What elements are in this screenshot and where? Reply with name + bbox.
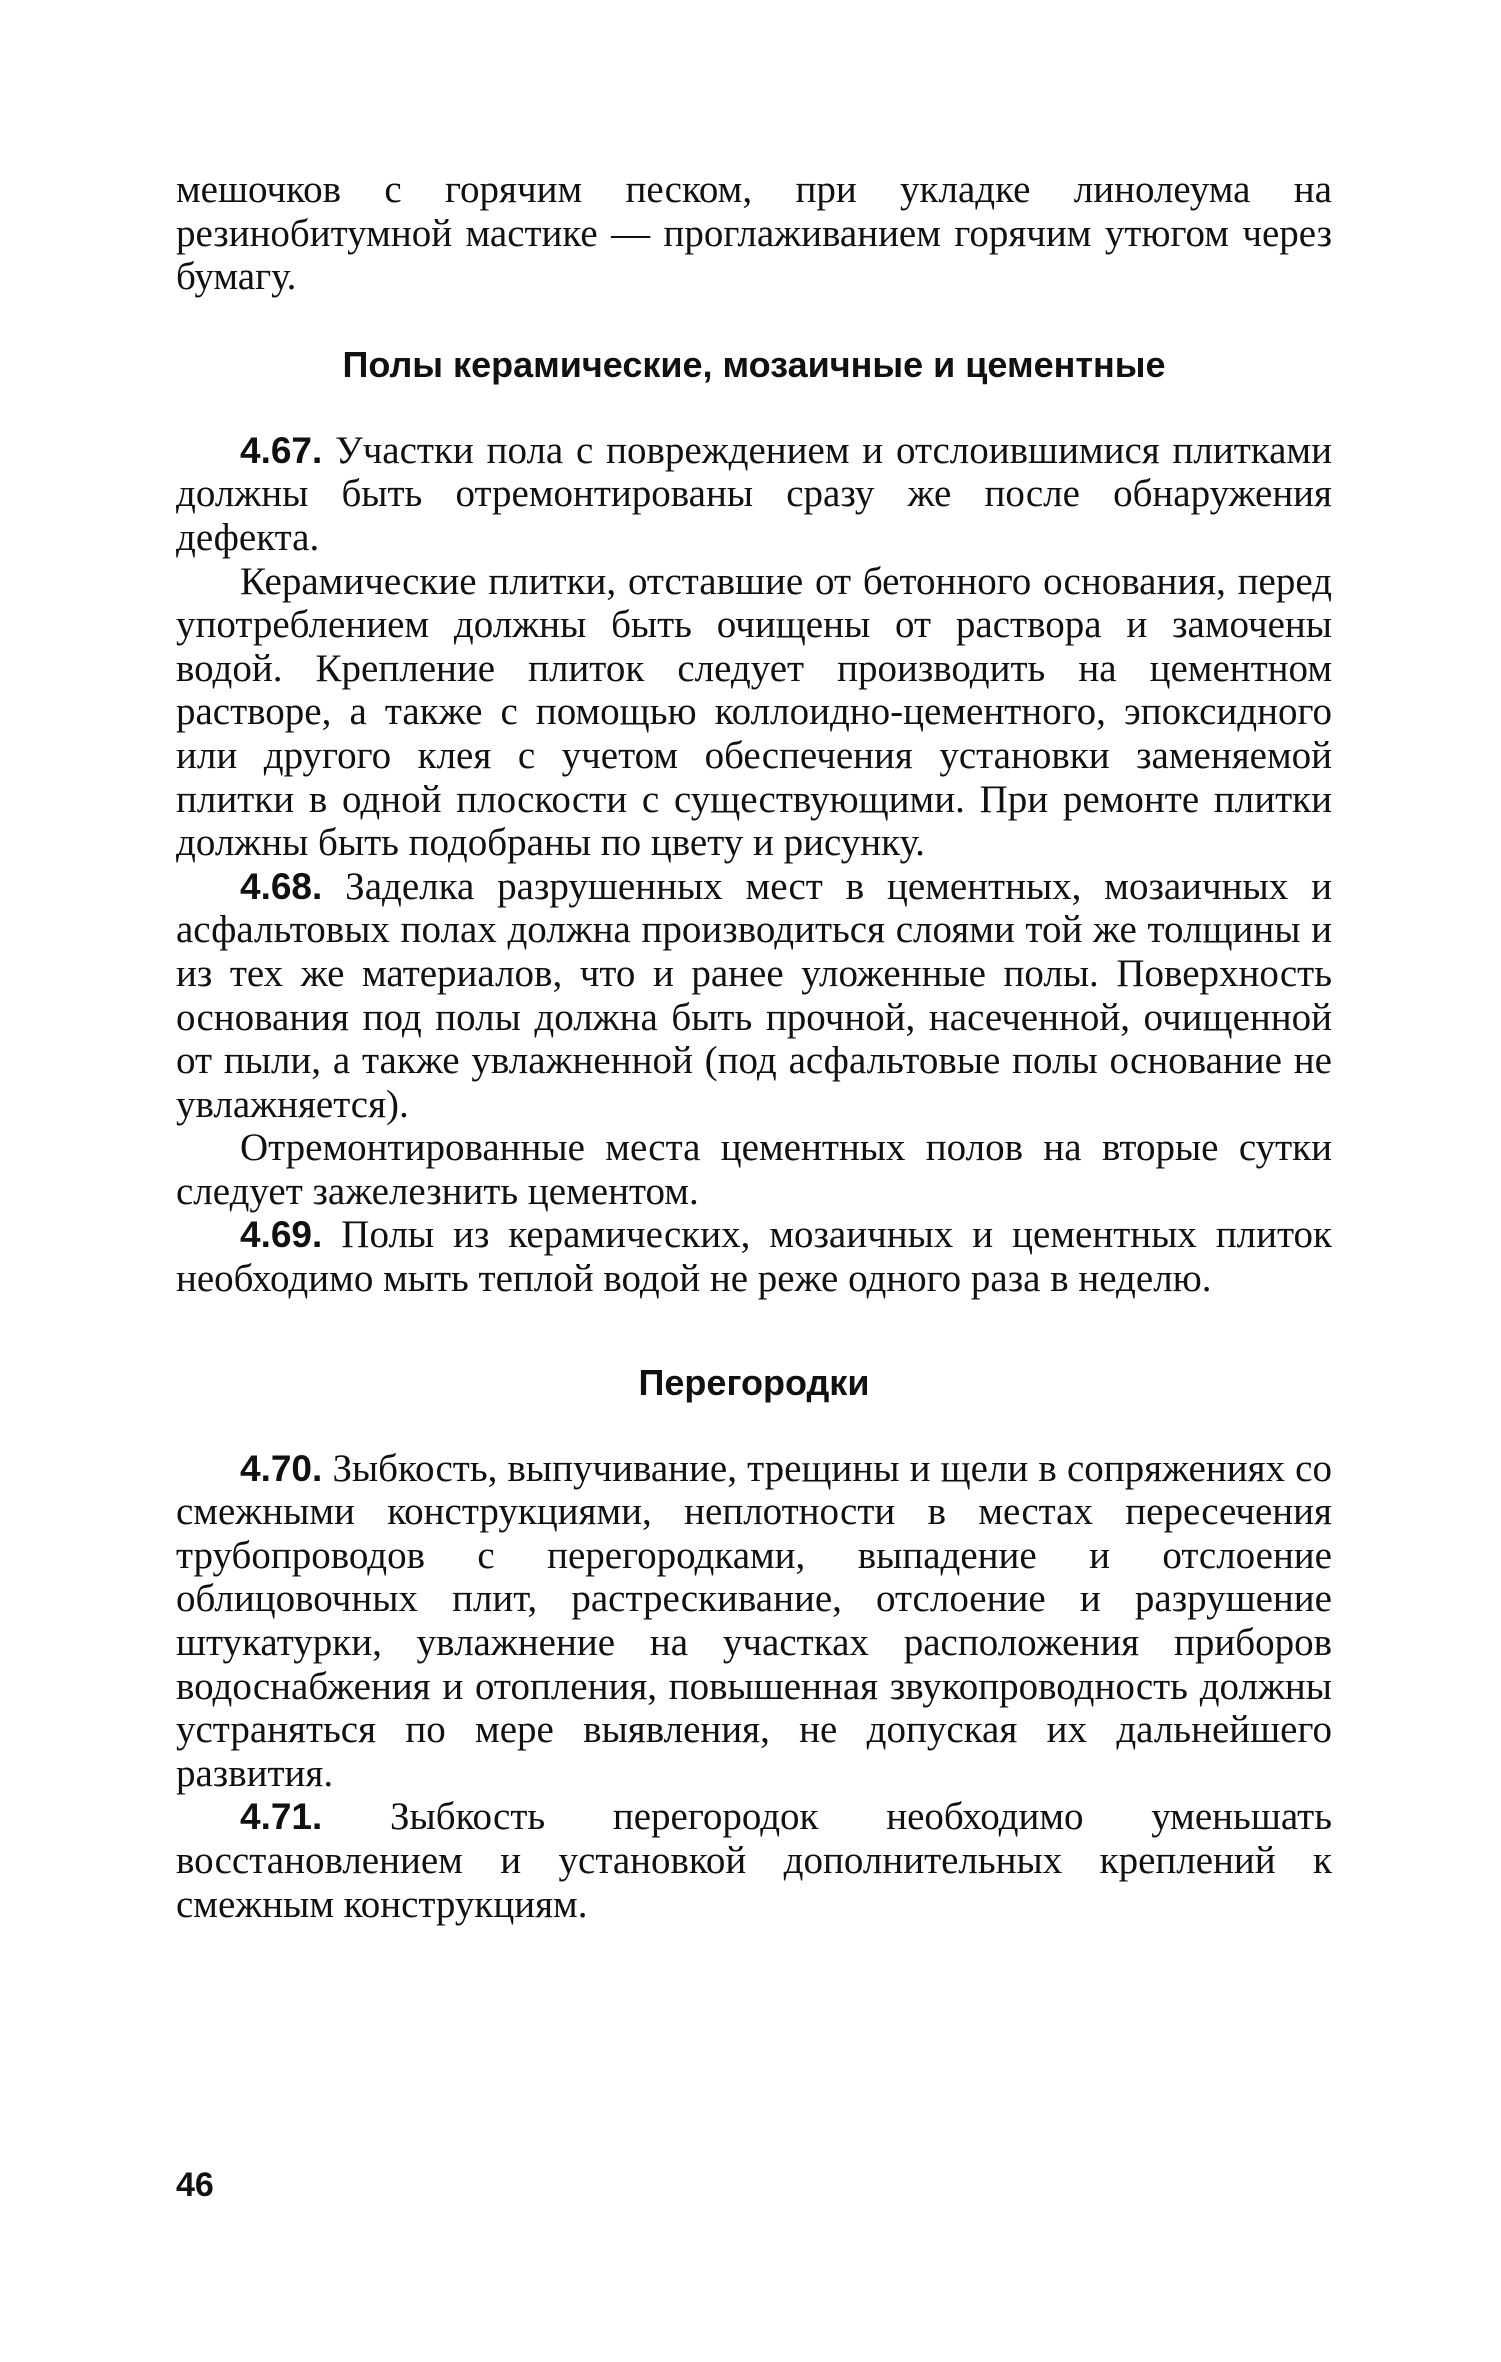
- paragraph-number: 4.71.: [240, 1796, 323, 1838]
- paragraph-text: Полы из керамических, мозаичных и цементных плиток необходимо мыть теплой водой не реже одного раза в неделю.: [176, 1213, 1332, 1301]
- paragraph-text: Участки пола с повреждением и отслоившимися плитками должны быть отремонтированы сразу же после обнаружения дефекта.: [176, 428, 1332, 559]
- page-number: 46: [176, 2166, 214, 2204]
- paragraph-4-71: [176, 1795, 1332, 1926]
- paragraph-4-67: [176, 429, 1332, 560]
- paragraph-ceramic-tiles: [176, 560, 1332, 865]
- paragraph-text: Отремонтированные места цементных полов на вторые сутки следует зажелезнить цементом.: [176, 1126, 1332, 1213]
- section-heading-partitions: Перегородки: [638, 1361, 870, 1403]
- paragraph-4-69: [176, 1213, 1332, 1300]
- paragraph-number: 4.68.: [240, 865, 323, 907]
- paragraph-text: Керамические плитки, отставшие от бетонного основания, перед употреблением должны быть очищены от раствора и замочены водой. Крепление плиток следует производить на цементном растворе, а также с помощью коллоидно-цементного, эпоксидного или другого клея с учетом обеспечения установки заменяемой плитки в одной плоскости с существующими. При ремонте плитки должны быть подобраны по цвету и рисунку.: [176, 559, 1332, 865]
- paragraph-repaired-places: [176, 1126, 1332, 1213]
- paragraph-4-68: [176, 865, 1332, 1127]
- page-body: [176, 168, 1332, 1926]
- section-heading-floors: Полы керамические, мозаичные и цементные: [342, 343, 1166, 385]
- paragraph-text: Зыбкость перегородок необходимо уменьшать восстановлением и установкой дополнительных креплений к смежным конструкциям.: [176, 1795, 1332, 1926]
- paragraph-text: Зыбкость, выпучивание, трещины и щели в сопряжениях со смежными конструкциями, неплотности в местах пересечения трубопроводов с перегородками, выпадение и отслоение облицовочных плит, растрескивание, отслоение и разрушение штукатурки, увлажнение на участках расположения приборов водоснабжения и отопления, повышенная звукопроводность должны устраняться по мере выявления, не допуская их дальнейшего развития.: [176, 1446, 1332, 1795]
- paragraph-number: 4.70.: [240, 1447, 323, 1489]
- paragraph-number: 4.67.: [240, 429, 323, 471]
- continuation-paragraph: мешочков с горячим песком, при укладке линолеума на резинобитумной мастике — проглаживанием горячим утюгом через бумагу.: [176, 168, 1332, 299]
- paragraph-4-70: [176, 1447, 1332, 1796]
- paragraph-number: 4.69.: [240, 1214, 323, 1256]
- paragraph-text: Заделка разрушенных мест в цементных, мозаичных и асфальтовых полах должна производиться слоями той же толщины и из тех же материалов, что и ранее уложенные полы. Поверхность основания под полы должна быть прочной, насеченной, очищенной от пыли, а также увлажненной (под асфальтовые полы основание не увлажняется).: [176, 864, 1332, 1126]
